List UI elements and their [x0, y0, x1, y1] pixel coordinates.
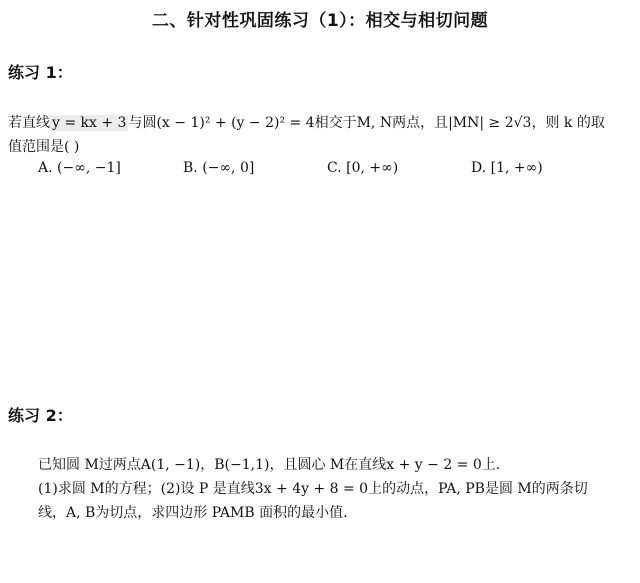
exercise-2-line-3: 线，A, B为切点，求四边形 PAMB 面积的最小值.	[38, 505, 348, 521]
exercise-1-question-line-2: 值范围是( )	[8, 139, 80, 155]
exercise-2-heading: 练习 2：	[8, 406, 73, 425]
page-title: 二、针对性巩固练习（1）：相交与相切问题	[151, 11, 489, 31]
exercise-1-question-line-1	[8, 111, 605, 135]
question-rest: 与圆(x − 1)² + (y − 2)² = 4相交于M, N两点，且|MN| ≥ 2√3，则 k 的取	[128, 115, 605, 131]
exercise-2-line-1: 已知圆 M过两点A(1, −1)，B(−1,1)，且圆心 M在直线x + y − 2 = 0上.	[38, 457, 501, 473]
option-d: D. [1, +∞)	[471, 160, 543, 176]
exercise-2-line-2: (1)求圆 M的方程；(2)设 P 是直线3x + 4y + 8 = 0上的动点，PA, PB是圆 M的两条切	[38, 481, 588, 497]
question-prefix: 若直线	[8, 115, 50, 131]
line-equation-highlight: y = kx + 3	[52, 115, 127, 131]
option-c: C. [0, +∞)	[327, 160, 399, 176]
option-a: A. (−∞, −1]	[38, 160, 121, 176]
option-b: B. (−∞, 0]	[183, 160, 255, 176]
exercise-1-heading: 练习 1：	[8, 63, 73, 82]
